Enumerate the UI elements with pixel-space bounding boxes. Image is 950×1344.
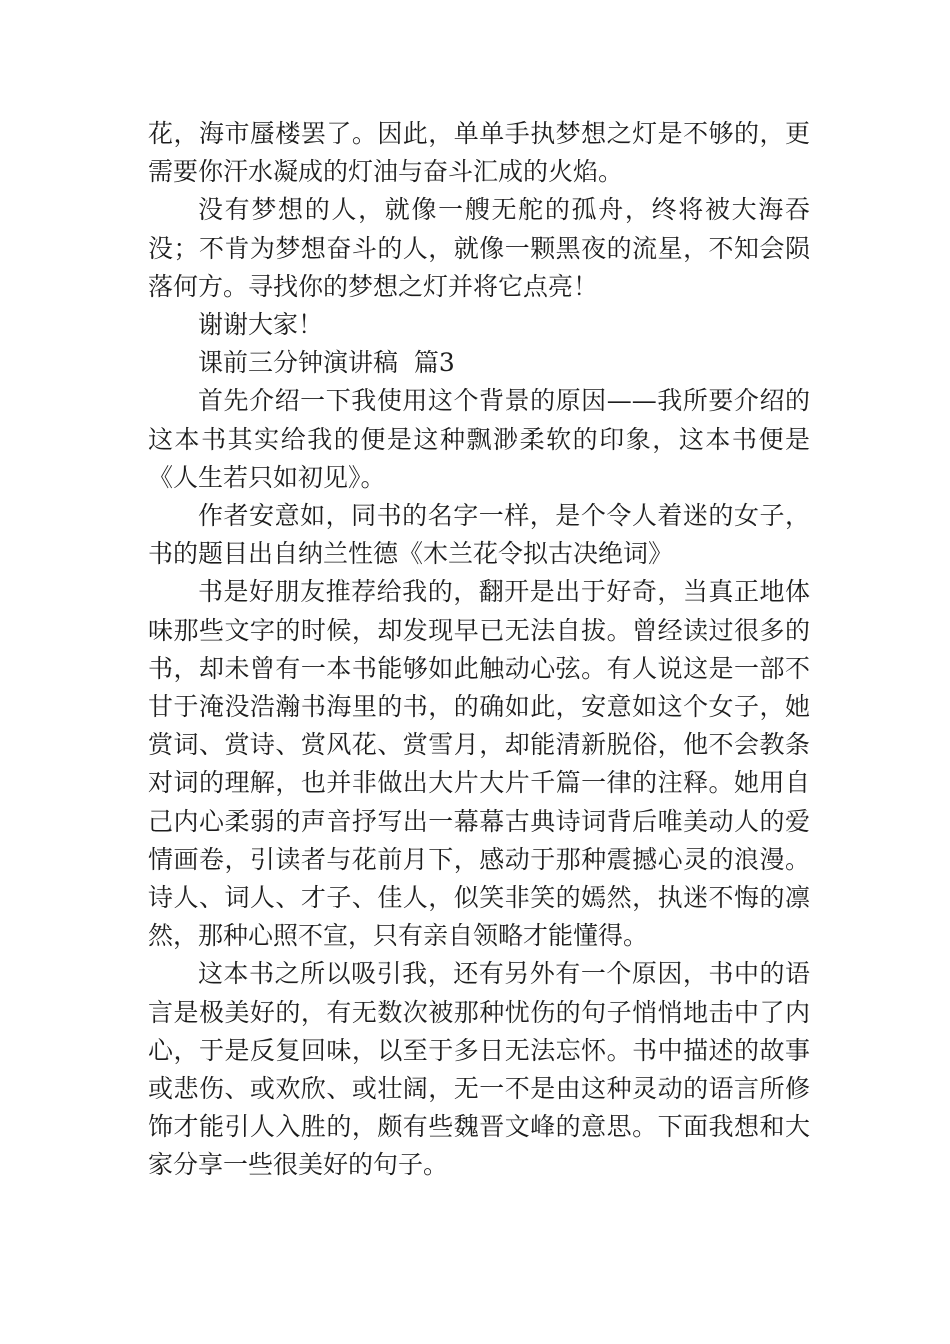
document-body [148, 115, 810, 1185]
paragraph-7: 这本书之所以吸引我，还有另外有一个原因，书中的语言是极美好的，有无数次被那种忧伤的句子悄悄地击中了内心，于是反复回味，以至于多日无法忘怀。书中描述的故事或悲伤、或欢欣、或壮阔，无一不是由这种灵动的语言所修饰才能引人入胜的，颇有些魏晋文峰的意思。下面我想和大家分享一些很美好的句子。 [148, 959, 810, 1180]
paragraph-1: 花，海市蜃楼罢了。因此，单单手执梦想之灯是不够的，更需要你汗水凝成的灯油与奋斗汇成的火焰。 [148, 119, 810, 187]
paragraph-5: 作者安意如，同书的名字一样，是个令人着迷的女子，书的题目出自纳兰性德《木兰花令拟古决绝词》 [148, 501, 810, 569]
section-heading: 课前三分钟演讲稿 篇3 [198, 348, 455, 378]
paragraph-4: 首先介绍一下我使用这个背景的原因——我所要介绍的这本书其实给我的便是这种飘渺柔软的印象，这本书便是《人生若只如初见》。 [148, 386, 810, 492]
paragraph-6: 书是好朋友推荐给我的，翻开是出于好奇，当真正地体味那些文字的时候，却发现早已无法自拔。曾经读过很多的书，却未曾有一本书能够如此触动心弦。有人说这是一部不甘于淹没浩瀚书海里的书，的确如此，安意如这个女子，她赏词、赏诗、赏风花、赏雪月，却能清新脱俗，他不会教条对词的理解，也并非做出大片大片千篇一律的注释。她用自己内心柔弱的声音抒写出一幕幕古典诗词背后唯美动人的爱情画卷，引读者与花前月下，感动于那种震撼心灵的浪漫。诗人、词人、才子、佳人，似笑非笑的嫣然，执迷不悔的凛然，那种心照不宣，只有亲自领略才能懂得。 [148, 577, 810, 951]
paragraph-thanks: 谢谢大家！ [198, 310, 324, 340]
paragraph-2: 没有梦想的人，就像一艘无舵的孤舟，终将被大海吞没；不肯为梦想奋斗的人，就像一颗黑夜的流星，不知会陨落何方。寻找你的梦想之灯并将它点亮！ [148, 195, 810, 301]
